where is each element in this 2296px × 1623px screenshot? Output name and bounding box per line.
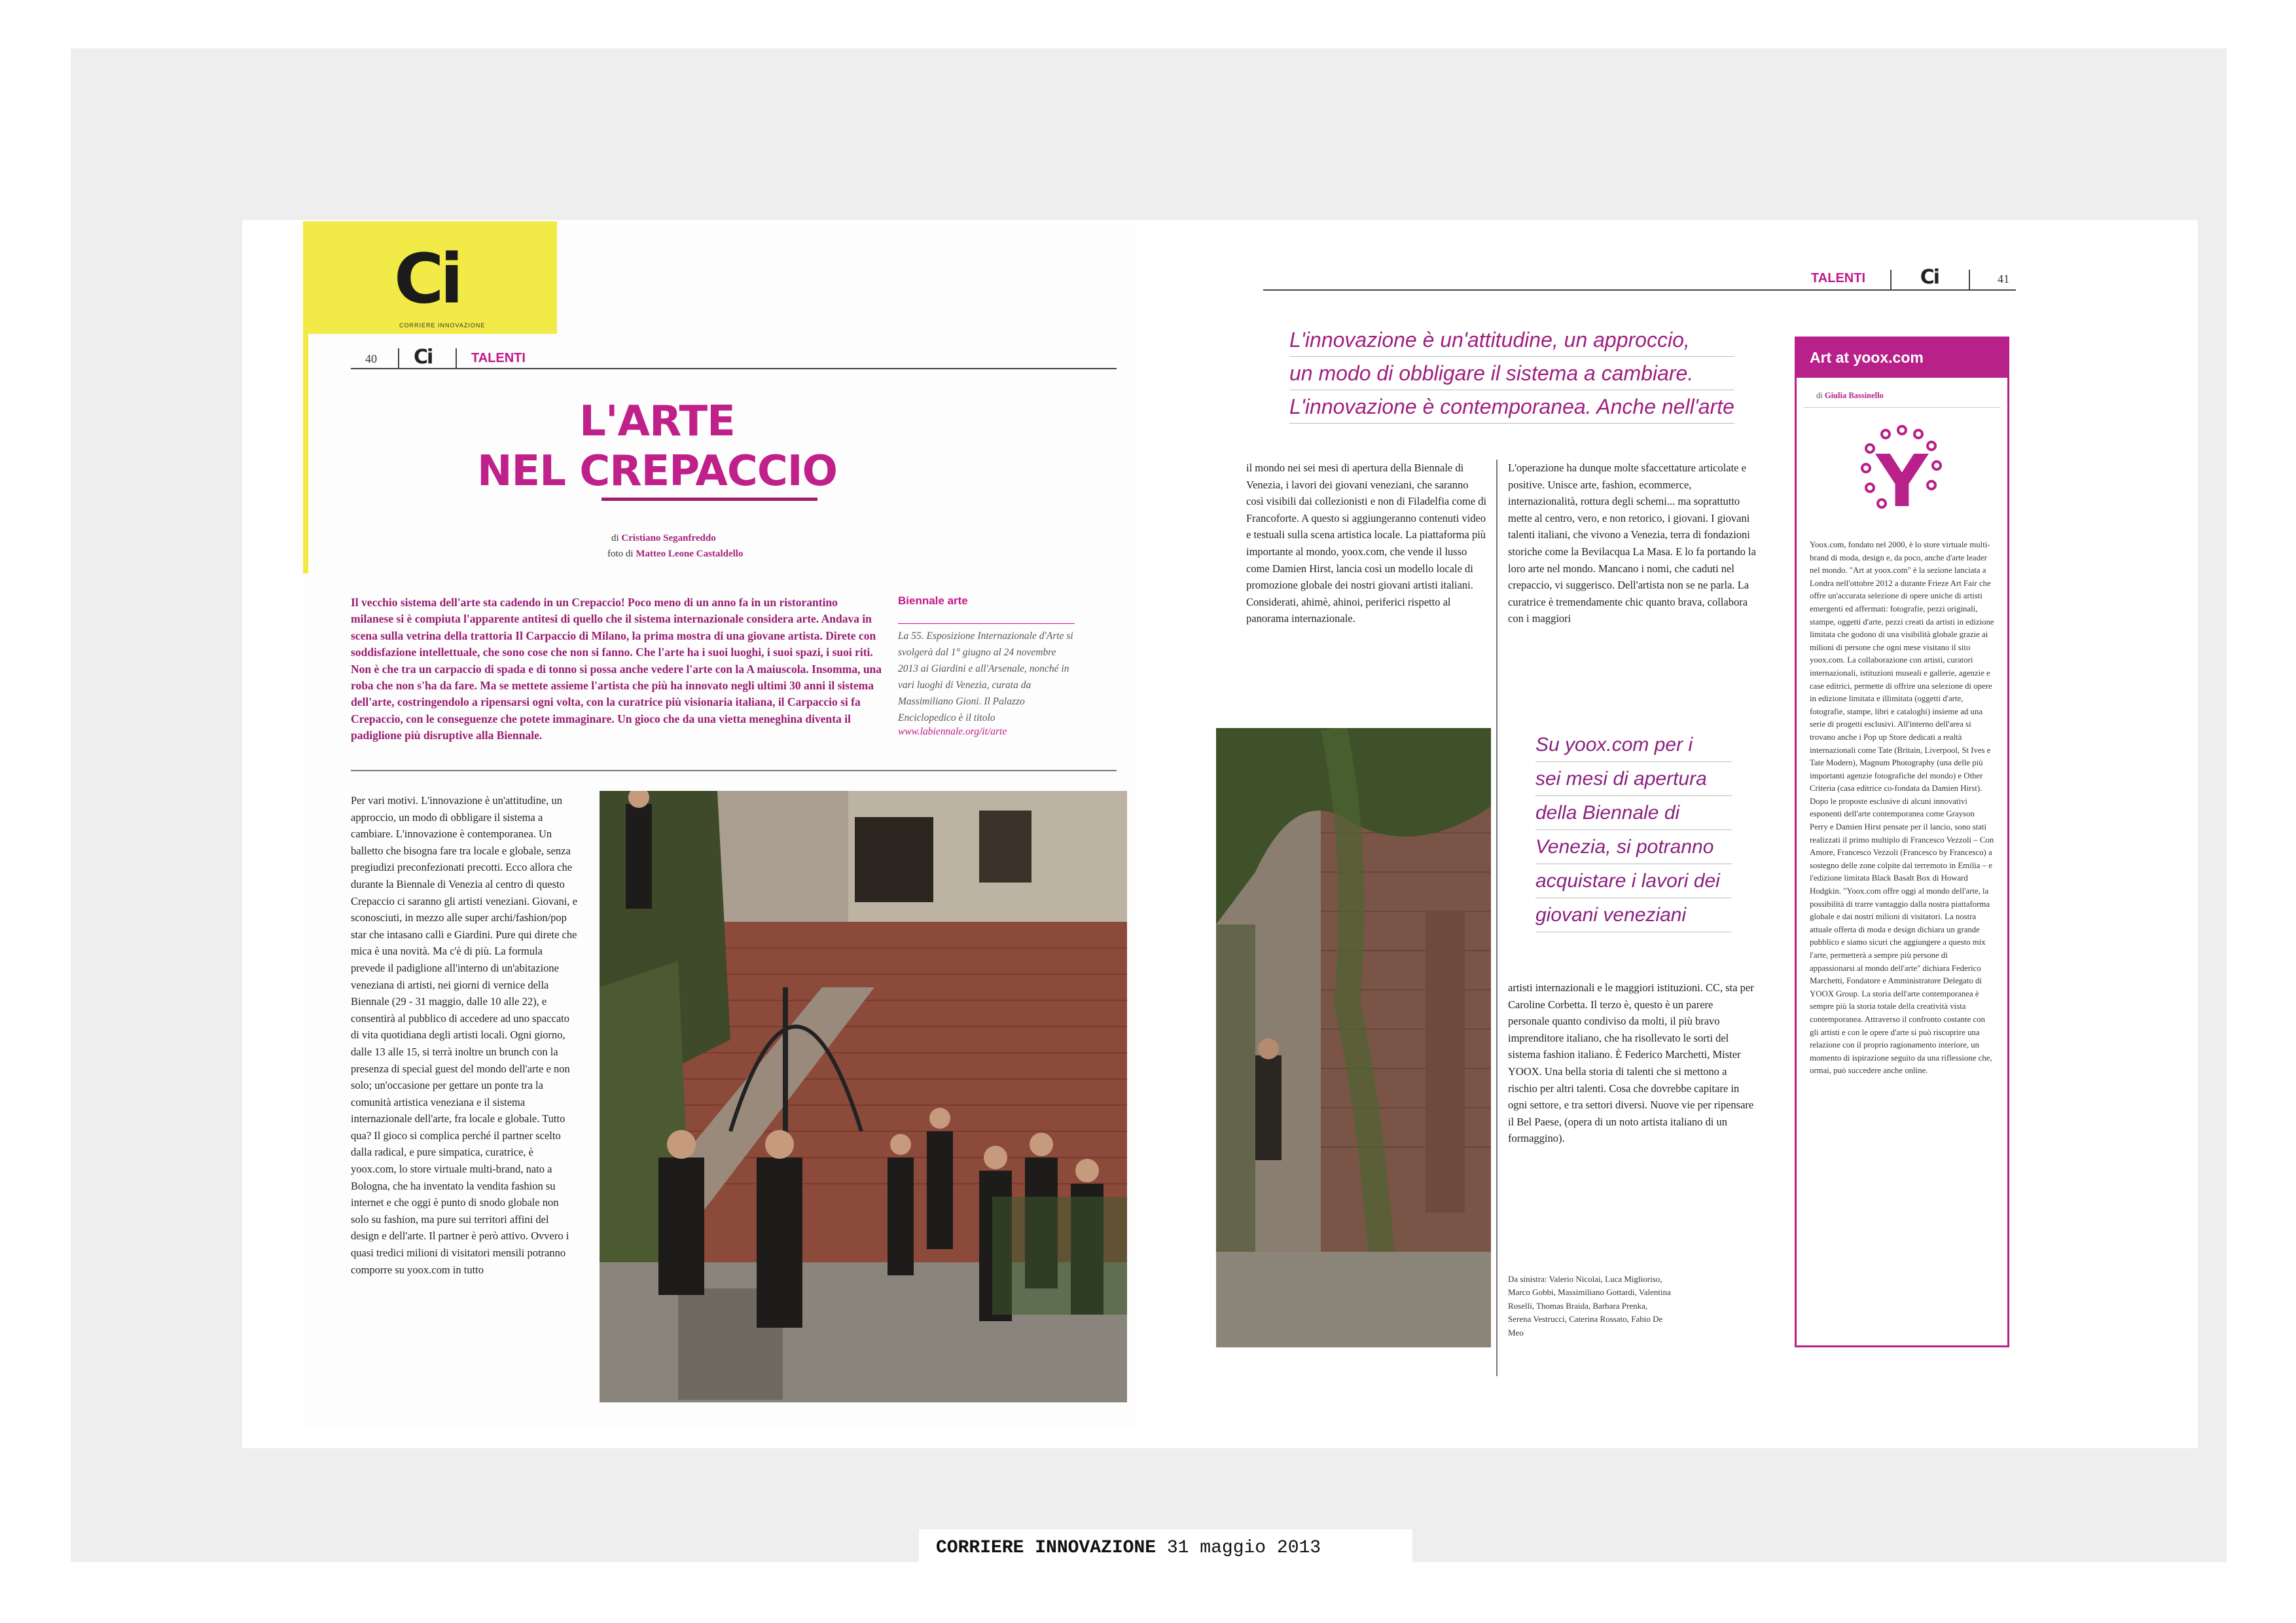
body-column-a: il mondo nei sei mesi di apertura della Biennale di Venezia, i lavori dei giovani veneziani, che saranno così visibili dai collezionisti e non di Filadelfia come di Francoforte. A questo si aggiungeranno contenuti video e testuali sulla scena artistica locale. La piattaforma più importante al mondo, yoox.com, che vende il lusso come Damien Hirst, lancia così un modello locale di promozione globale dei nostri giovani artisti italiani. Considerati, ahimè, ahinoi, periferici rispetto al panorama internazionale.: [1246, 462, 1487, 625]
body-column-b-lower: artisti internazionali e le maggiori istituzioni. CC, sta per Caroline Corbetta. Il terzo è, questo è un parere personale quanto condiviso da molti, il più bravo imprenditore italiano, che ha risollevato le sorti del sistema fashion italiano. È Federico Marchetti, Mister YOOX. Una bella storia di talenti che si mettono a rischio per altri talenti. Cosa che dovrebbe capitare in ogni settore, e tra settori diversi. Nuove vie per ripensare il Bel Paese, (opera di un noto artista italiano di un formaggino).: [1508, 981, 1754, 1145]
ci-logo: Ci: [394, 239, 459, 319]
publication-date: 31 maggio 2013: [1166, 1538, 1321, 1558]
yoox-logo: [1797, 408, 2007, 539]
headline-rule: [601, 498, 817, 501]
photographer-name: Matteo Leone Castaldello: [636, 549, 744, 559]
photo-caption: Da sinistra: Valerio Nicolai, Luca Miglioriso, Marco Gobbi, Massimiliano Gottardi, Valentina Roselli, Thomas Braida, Barbara Prenka, Serena Vestrucci, Caterina Rossato, Fabio De Meo: [1508, 1274, 1671, 1338]
running-head: [351, 344, 1117, 369]
pull-quote-line: Su yoox.com per i: [1535, 728, 1732, 762]
alley-photo-image: [1216, 728, 1491, 1347]
publication-name: CORRIERE INNOVAZIONE: [936, 1538, 1157, 1558]
divider: [456, 348, 457, 368]
horizontal-rule: [351, 770, 1117, 771]
art-at-yoox-box: [1795, 337, 2009, 1347]
pull-quote-line: sei mesi di apertura: [1535, 762, 1732, 796]
body-column-b: L'operazione ha dunque molte sfaccettature articolate e positive. Unisce arte, fashion, ecommerce, internazionalità, rottura degli schemi... ma soprattutto mette al centro, vero, e non retorico, i giovani. I giovani talenti italiani, che vivono a Venezia, terra di fondazioni storiche come la Bevilacqua La Masa. E lo fa portando la loro arte nel mondo. Mancano i nomi, che caduti nel crepaccio, vi suggerisco. Dell'artista non se ne parla. La curatrice è tremendamente chic quanto brava, collabora con i maggiori: [1508, 462, 1756, 625]
courtyard-photo-image: [600, 791, 1127, 1402]
scan-frame: [71, 48, 2227, 1562]
pull-quote-middle: [1535, 728, 1732, 932]
photo-credit: [607, 549, 743, 560]
alley-photo: [1216, 728, 1491, 1347]
pull-quote-line: Venezia, si potranno: [1535, 830, 1732, 864]
byline-prefix: di: [611, 533, 619, 543]
footer-label: [919, 1529, 1412, 1569]
byline: [611, 533, 716, 544]
box-byline-prefix: di: [1816, 391, 1823, 400]
runhead-logo: Ci: [414, 346, 433, 369]
pull-quote-top: [1289, 323, 1734, 424]
box-author: Giulia Bassinello: [1824, 391, 1884, 400]
divider: [398, 348, 399, 368]
headline-line-2: NEL CREPACCIO: [476, 447, 838, 496]
biennale-sidebox: [898, 594, 1075, 738]
pull-quote-line: L'innovazione è contemporanea. Anche nell'arte: [1289, 390, 1734, 424]
sidebox-title: Biennale arte: [898, 594, 1075, 624]
divider: [1890, 270, 1892, 289]
section-label: TALENTI: [471, 351, 526, 365]
runhead-logo: Ci: [1920, 266, 1939, 289]
column-rule: [1496, 460, 1498, 1376]
box-title: Art at yoox.com: [1797, 338, 2007, 378]
headline: [461, 397, 853, 496]
photo-prefix: foto di: [607, 549, 634, 559]
magazine-spread: [242, 220, 2198, 1448]
left-page: [304, 223, 1138, 1426]
yoox-y-icon: [1797, 408, 2007, 539]
page-number: 40: [365, 352, 377, 365]
sidebox-text: La 55. Esposizione Internazionale d'Arte si svolgerà dal 1° giugno al 24 novembre 2013 ai Giardini e all'Arsenale, nonché in vari luoghi di Venezia, curata da Massimiliano Gioni. Il Palazzo Enciclopedico è il titolo: [898, 630, 1073, 723]
page-number: 41: [1998, 272, 2009, 285]
author-name: Cristiano Seganfreddo: [621, 533, 716, 543]
pull-quote-line: L'innovazione è un'attitudine, un approccio,: [1289, 323, 1734, 357]
box-byline: [1803, 378, 2001, 408]
pull-quote-line: un modo di obbligare il sistema a cambiare.: [1289, 357, 1734, 390]
headline-line-1: L'ARTE: [579, 397, 735, 446]
box-text: Yoox.com, fondato nel 2000, è lo store virtuale multi-brand di moda, design e, da poco, anche d'arte leader nel mondo. "Art at yoox.com" è la sezione lanciata a Londra nell'ottobre 2012 a durante Frieze Art Fair che offre un'accurata selezione di opere uniche di artisti emergenti ed affermati: fotografie, pezzi originali, stampe, oggetti d'arte, pezzi creati da artisti in edizione limitata che godono di una visibilità globale grazie ai milioni di persone che ogni mese visitano il sito yoox.com. La collaborazione con artisti, curatori internazionali, istituzioni museali e gallerie, agenzie e case editrici, permette di offrire una selezione di opere in edizione limitata e illimitata (oggetti d'arte, fotografie, stampe, libri e cataloghi) insieme ad una serie di progetti esclusivi. All'interno dell'area si trovano anche i Pop up Store dedicati a realtà internazionali come Tate (Britain, Liverpool, St Ives e Tate Modern), Magnum Photography (una delle più importanti agenzie fotografiche del mondo) e Other Criteria (casa editrice co-fondata da Damien Hirst). Dopo le proposte esclusive di alcuni innovativi esponenti dell'arte contemporanea come Grayson Perry e Damien Hirst pensate per il lancio, sono stati realizzati il primo multiplo di Francesco Vezzoli – Con Amore, Francesco Vezzoli (Francesco by Francesco) a sostegno delle zone colpite dal terremoto in Emilia – e l'edizione limitata Black Basalt Box di Howard Hodgkin. "Yoox.com offre oggi al mondo dell'arte, la possibilità di trarre vantaggio dalla nostra piattaforma globale e dai nostri milioni di visitatori. La nostra attuale offerta di moda e design dichiara un grande pubblico e siamo sicuri che aggiungere a questo mix l'arte, permetterà a sempre più persone di appassionarsi al mondo dell'arte" dichiara Federico Marchetti, Fondatore e Amministratore Delegato di YOOX Group. La storia dell'arte contemporanea è sempre più la storia totale della creatività vista contemporanea. Attraverso il confronto costante con gli artisti e con le opere d'arte si può riscoprire una relazione con il proprio ragionamento interiore, un momento di ispirazione seguito da una riflessione che, ormai, può succedere anche online.: [1810, 540, 1994, 1076]
sidebox-link[interactable]: www.labiennale.org/it/arte: [898, 726, 1007, 737]
divider: [1969, 270, 1970, 289]
pull-quote-line: della Biennale di: [1535, 796, 1732, 830]
pull-quote-line: giovani veneziani: [1535, 898, 1732, 932]
section-label: TALENTI: [1811, 271, 1865, 285]
yoox-letter: Y: [1876, 439, 1928, 523]
pull-quote-line: acquistare i lavori dei: [1535, 864, 1732, 898]
lead-paragraph: Il vecchio sistema dell'arte sta cadendo in un Crepaccio! Poco meno di un anno fa in un ristorantino milanese si è compiuta l'apparente antitesi di quello che il sistema internazionale considera arte. Andava in scena sulla vetrina della trattoria Il Carpaccio di Milano, la prima mostra di una giovane artista. Direte con soddisfazione intellettuale, che sono cose che non si fanno. Che l'arte ha i suoi luoghi, i suoi spazi, i suoi riti. Non è che tra un carpaccio di spada e di tonno si possa anche vedere l'arte con la A maiuscola. Insomma, una roba che non s'ha da fare. Ma se mettete assieme l'artista che più ha innovato negli ultimi 30 anni il sistema dell'arte, costringendolo a ripensarsi ogni volta, con la curatrice più visionaria italiana, il Carpaccio si fa Crepaccio, con le conseguenze che potete immaginare. Un gioco che da una vietta meneghina diventa il padiglione più disruptive alla Biennale.: [351, 596, 882, 742]
logo-caption: CORRIERE INNOVAZIONE: [399, 322, 486, 329]
yellow-strip: [303, 333, 308, 574]
group-photo: [600, 791, 1127, 1402]
body-column: Per vari motivi. L'innovazione è un'attitudine, un approccio, un modo di obbligare il sistema a cambiare. L'innovazione è contemporanea. Un balletto che bisogna fare tra locale e globale, senza pregiudizi preconfezionati precotti. Ecco allora che durante la Biennale di Venezia al centro di questo Crepaccio ci saranno gli artisti veneziani. Giovani, e sconosciuti, in mezzo alle super archi/fashion/pop star che intasano calli e Giardini. Pure qui direte che mica è una novità. Ma c'è di più. La formula prevede il padiglione all'interno di un'abitazione veneziana di artisti, nei giorni di vernice della Biennale (29 - 31 maggio, dalle 10 alle 22), e consentirà al pubblico di accedere ad uno spaccato di vita quotidiana degli artisti locali. Ogni giorno, dalle 13 alle 15, si terrà inoltre un brunch con la presenza di special guest del mondo dell'arte e non solo; un'occasione per gettare un ponte tra la comunità artistica veneziana e il sistema internazionale dell'arte, fra locale e globale. Tutto qua? Il gioco si complica perché il partner scelto dalla radical, e pure simpatica, curatrice, è yoox.com, lo store virtuale multi-brand, nato a Bologna, che ha inventato la vendita fashion su internet e che oggi è punto di snodo globale non solo su fashion, ma pure sui territori affini del design e dell'arte. Il partner è però attivo. Ovvero i quasi tredici milioni di visitatori mensili potranno comporre su yoox.com in tutto: [351, 794, 577, 1276]
running-head-right: [1263, 266, 2016, 291]
